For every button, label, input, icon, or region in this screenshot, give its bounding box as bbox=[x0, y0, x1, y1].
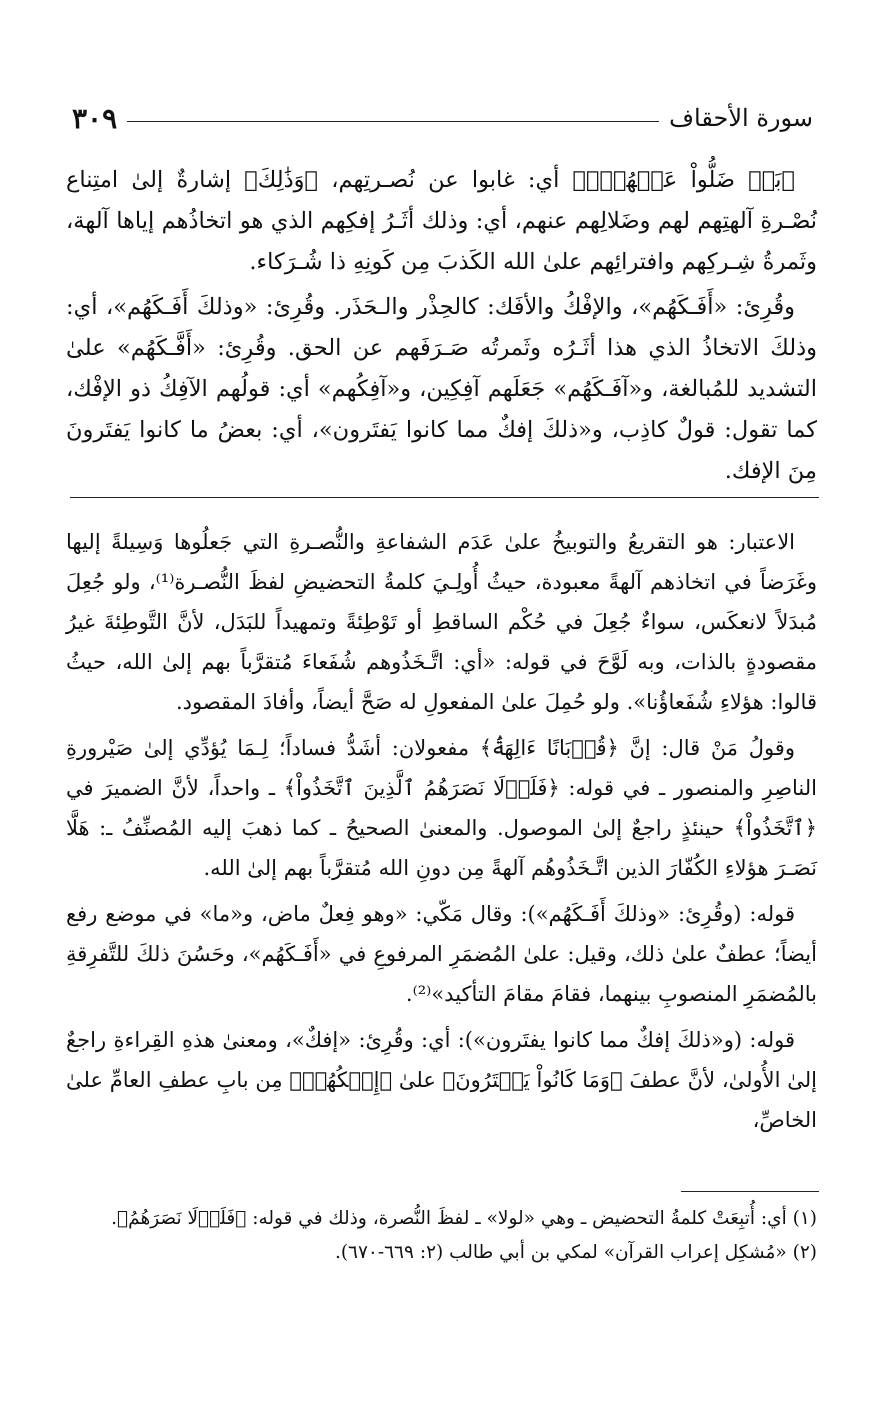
commentary-paragraph-1: الاعتبار: هو التقريعُ والتوبيخُ علىٰ عَدَم الشفاعةِ والنُّصـرةِ التي جَعلُوها وَسِيلةً إليها وغَرَضاً في اتخاذهم آلهةً معبودة، حيثُ أُولِـيَ كلمةُ التحضيضِ لفظَ النُّصـرة⁽¹⁾، ولو جُعِلَ مُبدَلاً لانعكَس، سواءٌ جُعِلَ في حُكْم الساقطِ أو تَوْطِئةً وتمهيداً للبَدَل، لأنَّ التَّوطِئةَ غيرُ مقصودةٍ بالذات، وبه لَوَّحَ في قوله: «أي: اتَّـخَذُوهم شُفَعاءَ مُتقرَّباً بهم إلىٰ الله، حيثُ قالوا: هؤلاءِ شُفَعاؤُنا». ولو حُمِلَ علىٰ المفعولِ له صَحَّ أيضاً، وأفادَ المقصود. bbox=[66, 530, 817, 714]
tafsir-paragraph-2: وقُرِئ: «أَفَـكَهُم»، والإفْكُ والأفَك: كالحِذْر والـحَذَر. وقُرِئ: «وذلكَ أَفَـكَهُم»، أي: وذلكَ الاتخاذُ الذي هذا أثَـرُه وثَمرتُه صَـرَفَهم عن الحق. وقُرِئ: «أَفَّـكَهُم» علىٰ التشديد للمُبالغة، و«آفَـكَهُم» جَعَلَهم آفِكِين، و«آفِكُهم» أي: قولُهم الآفِكُ ذو الإفْك، كما تقول: قولٌ كاذِب، و«ذلكَ إفكٌ مما كانوا يَفتَرون»، أي: بعضُ ما كانوا يَفتَرونَ مِنَ الإفك. bbox=[66, 294, 817, 484]
tafsir-text bbox=[66, 160, 817, 492]
tafsir-paragraph-1: ﴿بَلۡ ضَلُّواْ عَنۡهُمۡۚ﴾ أي: غابوا عن نُصـرتِهم، ﴿وَذَٰلِكَ﴾ إشارةٌ إلىٰ امتِناع نُصْـرةِ آلهتِهم لهم وضَلالِهم عنهم، أي: وذلك أثَـرُ إفكِهم الذي هو اتخاذُهم إياها آلهة، وثَمرةُ شِـركِهم وافترائِهم علىٰ الله الكَذبَ مِن كَونِهِ ذا شُـرَكاء. bbox=[66, 167, 817, 275]
header-rule bbox=[127, 121, 659, 122]
surah-title: سورة الأحقاف bbox=[669, 104, 813, 132]
commentary-paragraph-2: وقولُ مَنْ قال: إنَّ ﴿قُرۡبَانًا ءَالِهَةَۢ﴾ مفعولان: أشَدُّ فساداً؛ لِـمَا يُؤدِّي إلىٰ صَيْرورةِ الناصِرِ والمنصور ـ في قوله: ﴿فَلَوۡلَا نَصَرَهُمُ ٱلَّذِينَ ٱتَّخَذُواْ﴾ ـ واحداً، لأنَّ الضميرَ في ﴿ٱتَّخَذُواْ﴾ حينئذٍ راجعٌ إلىٰ الموصول. والمعنىٰ الصحيحُ ـ كما ذهبَ إليه المُصنِّفُ ـ: هَلَّا نَصَـرَ هؤلاءِ الكُفّارَ الذين اتَّـخَذُوهُم آلهةً مِن دونِ الله مُتقرَّباً بهم إلىٰ الله. bbox=[66, 736, 817, 880]
footnote-divider bbox=[681, 1191, 819, 1192]
commentary-text bbox=[66, 522, 817, 1140]
footnote-2: (٢) «مُشكِل إعراب القرآن» لمكي بن أبي طالب (٢: ٦٦٩-٦٧٠). bbox=[334, 1242, 817, 1263]
commentary-paragraph-4: قوله: (و«ذلكَ إفكٌ مما كانوا يفتَرون»): أي: وقُرِئ: «إفكٌ»، ومعنىٰ هذهِ القِراءةِ راجعٌ إلىٰ الأُولىٰ، لأنَّ عطفَ ﴿وَمَا كَانُواْ يَفۡتَرُونَ﴾ علىٰ ﴿إِفۡكُهُمۡ﴾ مِن بابِ عطفِ العامِّ علىٰ الخاصِّ، bbox=[66, 1028, 817, 1132]
page-header bbox=[72, 98, 813, 138]
page-number: ٣٠٩ bbox=[72, 101, 118, 135]
footnote-1: (١) أي: أُتبِعَتْ كلمةُ التحضيض ـ وهي «لولا» ـ لفظَ النُّصرة، وذلك في قوله: ﴿فَلَوۡلَا نَصَرَهُمُ﴾. bbox=[111, 1208, 817, 1229]
section-divider bbox=[70, 497, 819, 498]
footnotes bbox=[66, 1202, 817, 1270]
commentary-paragraph-3: قوله: (وقُرِئ: «وذلكَ أَفَـكَهُم»): وقال مَكّي: «وهو فِعلٌ ماض، و«ما» في موضع رفع أيضاً؛ عطفٌ علىٰ ذلك، وقيل: علىٰ المُضمَرِ المرفوعِ في «أَفَـكَهُم»، وحَسُنَ ذلكَ للتَّفرِقةِ بالمُضمَرِ المنصوبِ بينهما، فقامَ مقامَ التأكيد»⁽²⁾. bbox=[66, 902, 817, 1006]
